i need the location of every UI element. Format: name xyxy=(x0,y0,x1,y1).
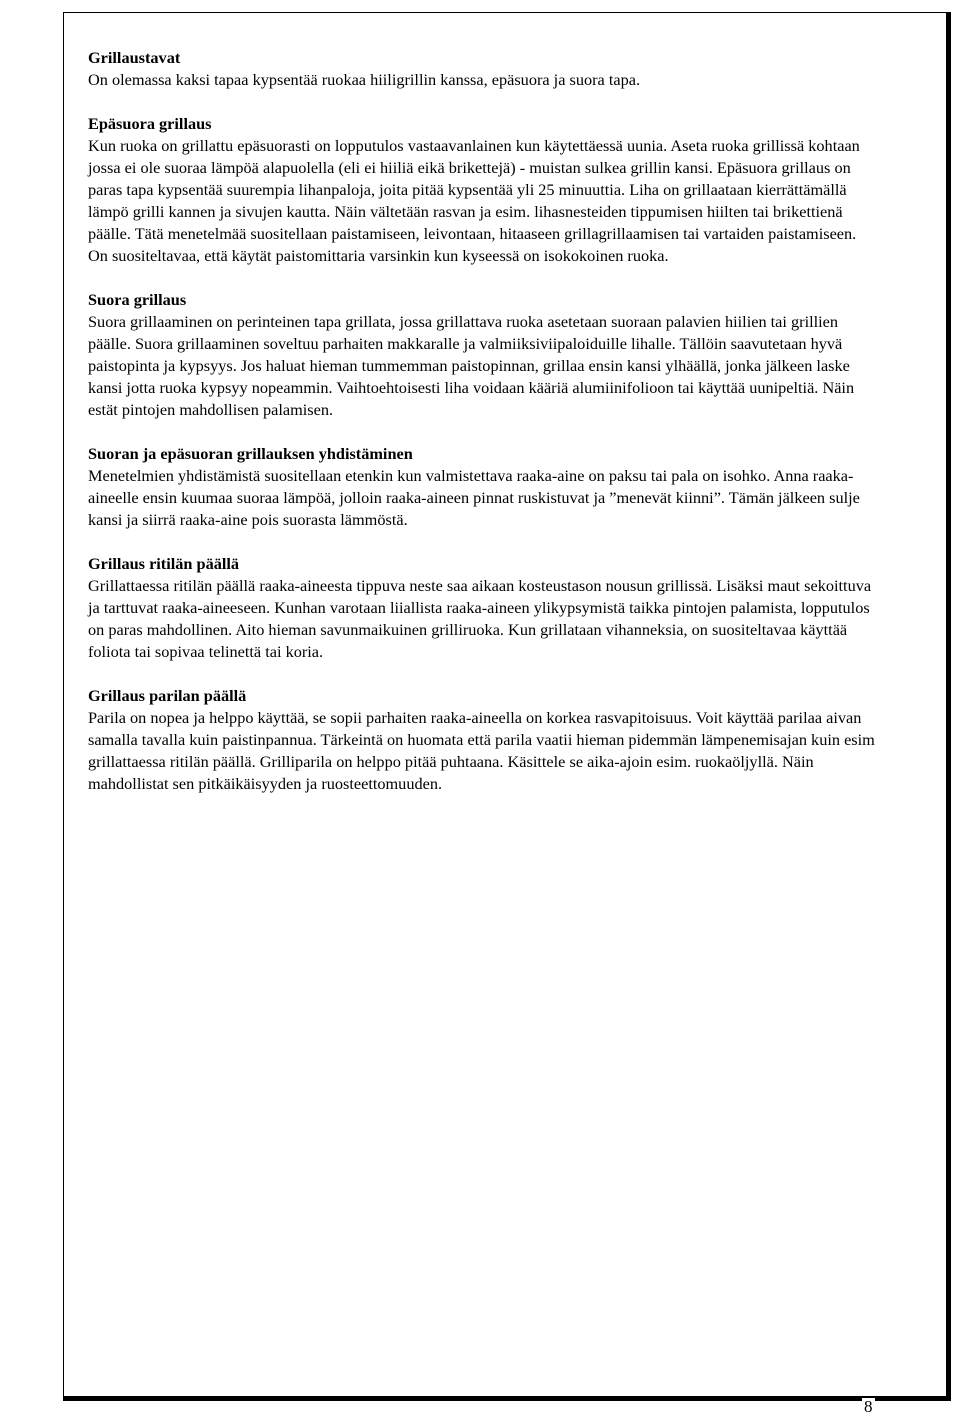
section-heading: Grillaus ritilän päällä xyxy=(88,554,240,573)
section-heading: Suora grillaus xyxy=(88,290,187,309)
section-grillaustavat xyxy=(88,47,878,91)
section-paragraph: Kun ruoka on grillattu epäsuorasti on lopputulos vastaavanlainen kun käytettäessä uunia. Aseta ruoka grillissä kohtaan jossa ei ole suoraa lämpöä alapuolella (eli ei hiiliä eikä brikettejä) - muistan sulkea grillin kansi. Epäsuora grillaus on paras tapa kypsentää suurempia lihanpaloja, joita pitää kypsentää yli 25 minuuttia. Liha on grillaataan kierrättämällä lämpö grilli kannen ja sivujen kautta. Näin vältetään rasvan ja esim. lihasnesteiden tippumisen hiilten tai brikettienä päälle. Tätä menetelmää suositellaan paistamiseen, leivontaan, hitaaseen grillagrillaamisen tai vartaiden paistamiseen. On suositeltavaa, että käytät paistomittaria varsinkin kun kyseessä on isokokoinen ruoka. xyxy=(88,136,860,265)
page-number: 8 xyxy=(864,1397,873,1416)
section-heading: Suoran ja epäsuoran grillauksen yhdistäminen xyxy=(88,444,413,463)
section-paragraph: Suora grillaaminen on perinteinen tapa grillata, jossa grillattava ruoka asetetaan suoraan palavien hiilien tai grillien päälle. Suora grillaaminen soveltuu parhaiten makkaralle ja valmiiksiviipaloiduille lihalle. Tällöin saavutetaan hyvä paistopinta ja kypsyys. Jos haluat hieman tummemman paistopinnan, grillaa ensin kansi ylhäällä, jonka jälkeen laske kansi jotta ruoka kypsyy nopeammin. Vaihtoehtoisesti liha voidaan kääriä alumiinifolioon tai käyttää uunipeltiä. Näin estät pintojen mahdollisen palamisen. xyxy=(88,312,855,419)
section-parila xyxy=(88,685,878,795)
section-yhdistaminen xyxy=(88,443,878,531)
section-heading: Grillaus parilan päällä xyxy=(88,686,247,705)
section-paragraph: Menetelmien yhdistämistä suositellaan etenkin kun valmistettava raaka-aine on paksu tai pala on isohko. Anna raaka-aineelle ensin kuumaa suoraa lämpöä, jolloin raaka-aineen pinnat ruskistuvat ja ”menevät kiinni”. Tämän jälkeen sulje kansi ja siirrä raaka-aine pois suorasta lämmöstä. xyxy=(88,466,860,529)
section-heading: Grillaustavat xyxy=(88,48,181,67)
section-paragraph: Parila on nopea ja helppo käyttää, se sopii parhaiten raaka-aineella on korkea rasvapitoisuus. Voit käyttää parilaa aivan samalla tavalla kuin paistinpannua. Tärkeintä on huomata että parila vaatii hieman pidemmän lämpenemisajan kuin esim grillattaessa ritilän päällä. Grilliparila on helppo pitää puhtaana. Käsittele se aika-ajoin esim. ruokaöljyllä. Näin mahdollistat sen pitkäikäisyyden ja ruosteettomuuden. xyxy=(88,708,875,793)
section-heading: Epäsuora grillaus xyxy=(88,114,212,133)
section-paragraph: On olemassa kaksi tapaa kypsentää ruokaa hiiligrillin kanssa, epäsuora ja suora tapa. xyxy=(88,70,641,89)
document-body xyxy=(88,47,878,817)
section-paragraph: Grillattaessa ritilän päällä raaka-aineesta tippuva neste saa aikaan kosteustason nousun grillissä. Lisäksi maut sekoittuva ja tarttuvat raaka-aineeseen. Kunhan varotaan liiallista raaka-aineen ylikypsymistä taikka pintojen palamista, lopputulos on paras mahdollinen. Aito hieman savunmaikuinen grilliruoka. Kun grillataan vihanneksia, on suositeltavaa käyttää foliota tai sopivaa telinettä tai koria. xyxy=(88,576,872,661)
section-ritila xyxy=(88,553,878,663)
section-suora-grillaus xyxy=(88,289,878,421)
section-epasuora-grillaus xyxy=(88,113,878,267)
